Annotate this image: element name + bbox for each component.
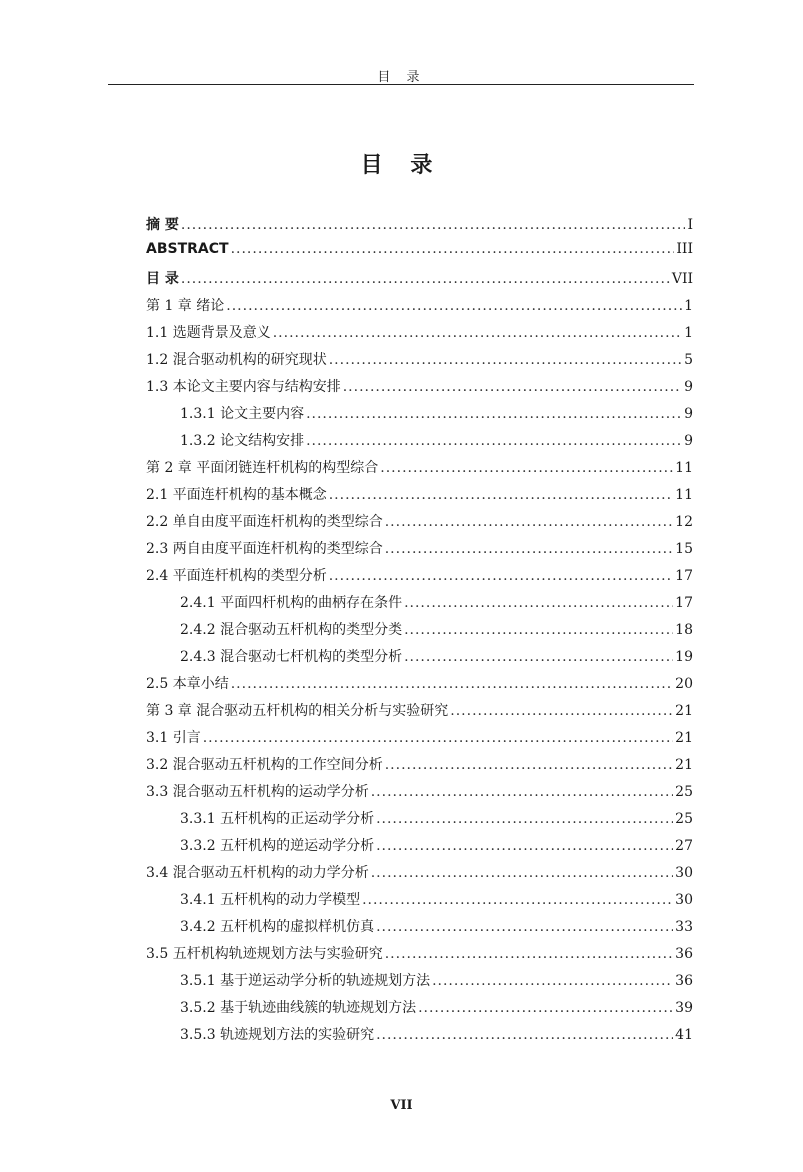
toc-entry[interactable] (146, 322, 693, 349)
toc-entry[interactable] (146, 457, 693, 484)
toc-leader-dots (404, 622, 673, 638)
toc-entry-page: 9 (684, 379, 693, 395)
toc-leader-dots (181, 217, 686, 233)
toc-entry-page: 17 (675, 568, 693, 584)
toc-entry-label: 1.2 混合驱动机构的研究现状 (146, 352, 327, 368)
toc-leader-dots (329, 352, 682, 368)
toc-entry-label: 3.2 混合驱动五杆机构的工作空间分析 (146, 757, 383, 773)
toc-entry[interactable] (146, 349, 693, 376)
toc-entry-label: 2.2 单自由度平面连杆机构的类型综合 (146, 514, 383, 530)
toc-entry-label: 1.3 本论文主要内容与结构安排 (146, 379, 341, 395)
toc-leader-dots (226, 298, 682, 314)
toc-leader-dots (404, 595, 673, 611)
toc-entry[interactable] (146, 943, 693, 970)
toc-entry-label: 3.3.1 五杆机构的正运动学分析 (180, 811, 375, 827)
toc-entry-page: 21 (675, 730, 693, 746)
toc-entry[interactable] (146, 376, 693, 403)
toc-entry-page: 25 (675, 811, 693, 827)
toc-entry[interactable] (146, 970, 693, 997)
running-header: 目 录 (377, 70, 426, 85)
toc-entry-page: 25 (675, 784, 693, 800)
toc-entry[interactable] (146, 835, 693, 862)
toc-leader-dots (371, 865, 673, 881)
toc-entry-page: III (676, 241, 693, 257)
toc-entry[interactable] (146, 673, 693, 700)
toc-leader-dots (376, 811, 673, 827)
toc-entry-page: 30 (675, 892, 693, 908)
toc-entry-label: 2.4.1 平面四杆机构的曲柄存在条件 (180, 595, 403, 611)
toc-leader-dots (385, 946, 673, 962)
toc-entry[interactable] (146, 565, 693, 592)
toc-leader-dots (181, 271, 670, 287)
toc-entry-page: 12 (675, 514, 693, 530)
toc-entry-page: 21 (675, 757, 693, 773)
header-rule (108, 84, 694, 85)
toc-entry[interactable] (146, 997, 693, 1024)
toc-leader-dots (329, 568, 673, 584)
toc-entry-label: 摘 要 (146, 217, 179, 233)
toc-entry-page: 27 (675, 838, 693, 854)
toc-leader-dots (385, 514, 673, 530)
toc-entry-label: 1.3.1 论文主要内容 (180, 406, 305, 422)
toc-leader-dots (376, 919, 673, 935)
toc-leader-dots (371, 784, 673, 800)
toc-entry-label: 3.5.2 基于轨迹曲线簇的轨迹规划方法 (180, 1000, 417, 1016)
table-of-contents (146, 214, 693, 1051)
toc-entry-label: 2.3 两自由度平面连杆机构的类型综合 (146, 541, 383, 557)
toc-leader-dots (329, 487, 673, 503)
toc-entry-page: 20 (675, 676, 693, 692)
toc-entry-label: 3.3.2 五杆机构的逆运动学分析 (180, 838, 375, 854)
toc-entry-page: 41 (675, 1027, 693, 1043)
toc-leader-dots (231, 676, 673, 692)
toc-entry-page: 36 (675, 946, 693, 962)
page-title: 目 录 (360, 153, 443, 178)
toc-entry[interactable] (146, 808, 693, 835)
toc-entry[interactable] (146, 754, 693, 781)
toc-leader-dots (376, 1027, 673, 1043)
toc-entry-page: 39 (675, 1000, 693, 1016)
toc-leader-dots (362, 892, 673, 908)
toc-entry-page: 1 (684, 298, 693, 314)
toc-entry-label: 3.5 五杆机构轨迹规划方法与实验研究 (146, 946, 383, 962)
toc-leader-dots (385, 541, 673, 557)
toc-entry-page: 33 (675, 919, 693, 935)
toc-entry-label: 3.4.2 五杆机构的虚拟样机仿真 (180, 919, 375, 935)
toc-entry-page: 30 (675, 865, 693, 881)
toc-entry-page: 15 (675, 541, 693, 557)
toc-entry[interactable] (146, 403, 693, 430)
toc-entry[interactable] (146, 430, 693, 457)
toc-leader-dots (380, 460, 673, 476)
toc-leader-dots (306, 433, 682, 449)
toc-entry-page: 11 (675, 460, 693, 476)
toc-entry-label: 1.3.2 论文结构安排 (180, 433, 305, 449)
toc-leader-dots (203, 730, 673, 746)
toc-entry[interactable] (146, 268, 693, 295)
toc-entry-label: 3.4.1 五杆机构的动力学模型 (180, 892, 361, 908)
toc-entry-page: 18 (675, 622, 693, 638)
toc-leader-dots (404, 649, 673, 665)
toc-entry-label: 第 2 章 平面闭链连杆机构的构型综合 (146, 460, 379, 476)
toc-leader-dots (418, 1000, 673, 1016)
toc-leader-dots (306, 406, 682, 422)
toc-entry-label: 2.5 本章小结 (146, 676, 229, 692)
toc-leader-dots (273, 325, 682, 341)
page-number: VII (390, 1098, 413, 1113)
toc-entry-label: 目 录 (146, 271, 179, 287)
toc-entry[interactable] (146, 619, 693, 646)
toc-leader-dots (432, 973, 673, 989)
toc-entry-page: 21 (675, 703, 693, 719)
toc-entry[interactable] (146, 916, 693, 943)
toc-entry-page: 36 (675, 973, 693, 989)
toc-entry[interactable] (146, 781, 693, 808)
toc-entry[interactable] (146, 295, 693, 322)
toc-entry[interactable] (146, 646, 693, 673)
toc-entry-label: 2.1 平面连杆机构的基本概念 (146, 487, 327, 503)
toc-leader-dots (343, 379, 682, 395)
toc-entry[interactable] (146, 700, 693, 727)
toc-entry-label: ABSTRACT (146, 241, 229, 257)
toc-entry[interactable] (146, 727, 693, 754)
toc-entry-label: 2.4 平面连杆机构的类型分析 (146, 568, 327, 584)
toc-entry[interactable] (146, 889, 693, 916)
toc-leader-dots (450, 703, 673, 719)
toc-entry[interactable] (146, 511, 693, 538)
toc-entry-page: 17 (675, 595, 693, 611)
toc-entry-page: 9 (684, 433, 693, 449)
toc-entry-label: 第 1 章 绪论 (146, 298, 225, 314)
toc-entry-page: VII (671, 271, 693, 287)
toc-leader-dots (385, 757, 673, 773)
toc-entry-page: 11 (675, 487, 693, 503)
toc-leader-dots (376, 838, 673, 854)
toc-entry-label: 2.4.2 混合驱动五杆机构的类型分类 (180, 622, 403, 638)
toc-entry-label: 3.5.3 轨迹规划方法的实验研究 (180, 1027, 375, 1043)
toc-entry[interactable] (146, 592, 693, 619)
toc-leader-dots (231, 241, 675, 257)
toc-entry-page: 1 (684, 325, 693, 341)
toc-entry[interactable] (146, 538, 693, 565)
toc-entry-label: 3.5.1 基于逆运动学分析的轨迹规划方法 (180, 973, 431, 989)
toc-entry[interactable] (146, 241, 693, 268)
toc-entry-page: I (687, 217, 693, 233)
toc-entry-label: 3.3 混合驱动五杆机构的运动学分析 (146, 784, 369, 800)
toc-entry-label: 第 3 章 混合驱动五杆机构的相关分析与实验研究 (146, 703, 449, 719)
toc-entry[interactable] (146, 1024, 693, 1051)
toc-entry-label: 1.1 选题背景及意义 (146, 325, 271, 341)
toc-entry-page: 9 (684, 406, 693, 422)
toc-entry-label: 3.1 引言 (146, 730, 201, 746)
toc-entry-page: 19 (675, 649, 693, 665)
toc-entry[interactable] (146, 862, 693, 889)
toc-entry[interactable] (146, 484, 693, 511)
toc-entry-page: 5 (684, 352, 693, 368)
toc-entry-label: 3.4 混合驱动五杆机构的动力学分析 (146, 865, 369, 881)
toc-entry[interactable] (146, 214, 693, 241)
toc-entry-label: 2.4.3 混合驱动七杆机构的类型分析 (180, 649, 403, 665)
